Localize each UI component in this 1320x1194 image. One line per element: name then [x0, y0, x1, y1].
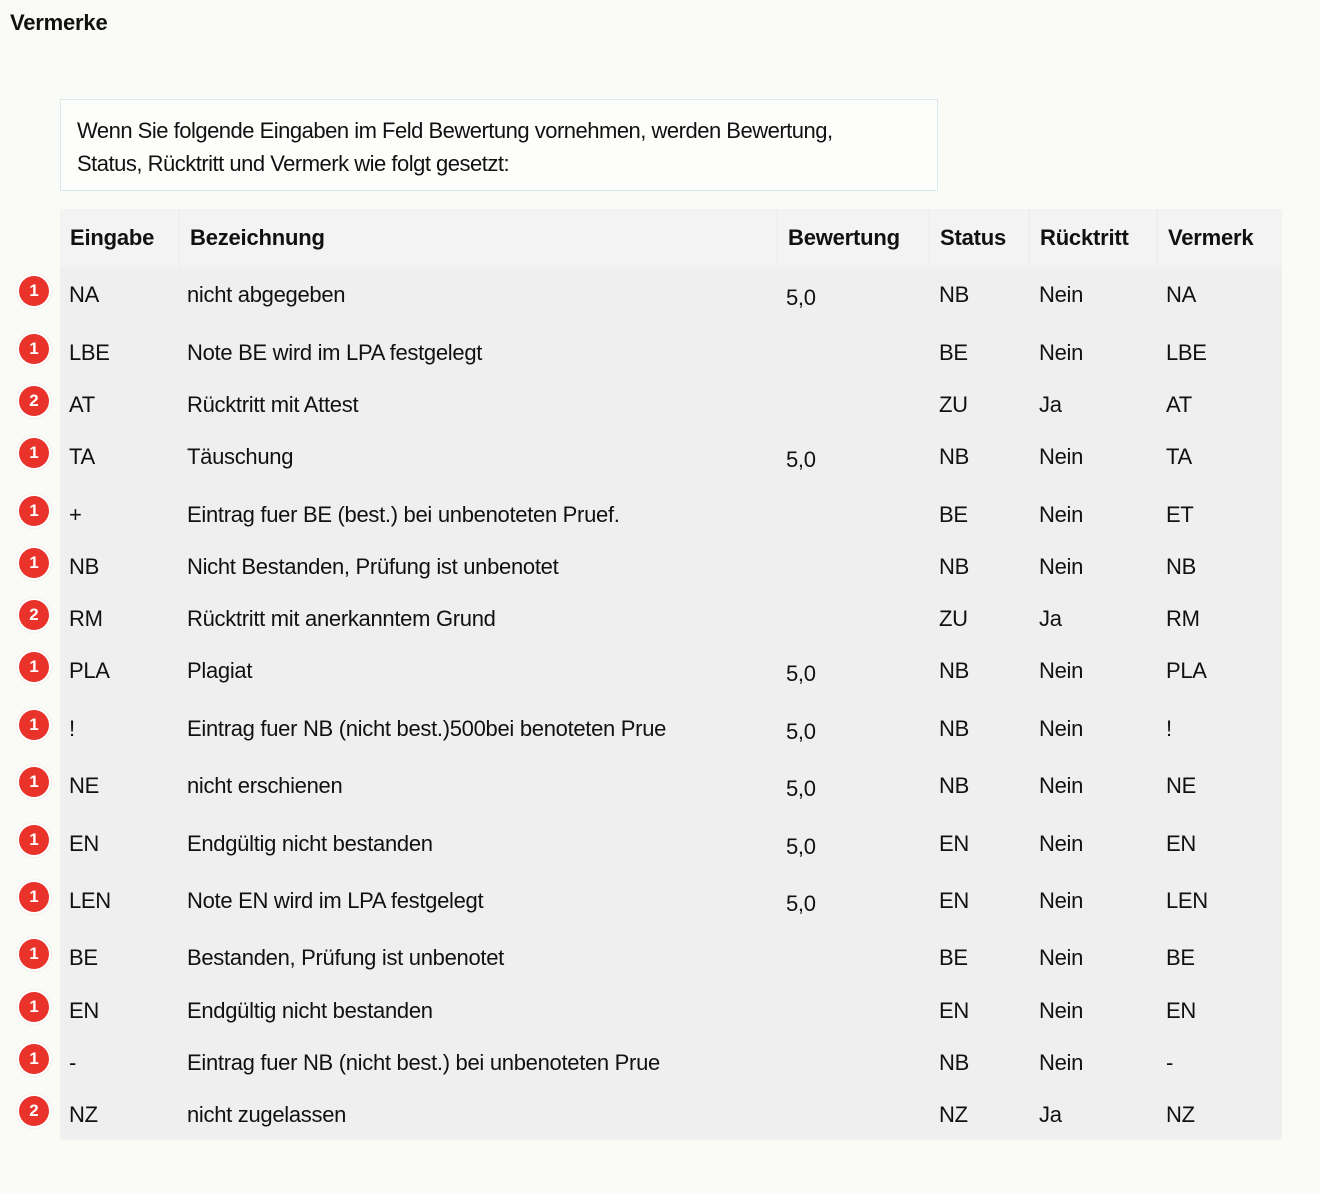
cell-ruecktritt: Nein — [1039, 945, 1084, 970]
count-badge — [17, 598, 51, 632]
count-badge — [17, 1042, 51, 1076]
cell-eingabe: NZ — [69, 1102, 98, 1127]
cell-vermerk: BE — [1166, 945, 1195, 970]
cell-status: ZU — [939, 392, 968, 417]
table-row — [29, 553, 1282, 594]
info-note — [60, 99, 938, 191]
table-row — [29, 715, 1282, 756]
table-row — [29, 944, 1282, 985]
cell-bezeichnung: Täuschung — [187, 444, 294, 469]
cell-vermerk: NA — [1166, 282, 1196, 307]
count-badge — [17, 937, 51, 971]
cell-bewertung: 5,0 — [786, 776, 816, 801]
info-note-line-1: Wenn Sie folgende Eingaben im Feld Bewertung vornehmen, werden Bewertung, — [77, 118, 833, 143]
table-row — [29, 339, 1282, 380]
cell-ruecktritt: Ja — [1039, 392, 1062, 417]
cell-bezeichnung: Endgültig nicht bestanden — [187, 831, 433, 856]
cell-vermerk: NZ — [1166, 1102, 1195, 1127]
cell-ruecktritt: Ja — [1039, 1102, 1062, 1127]
count-badge-number: 1 — [19, 882, 49, 912]
cell-status: NB — [939, 1050, 969, 1075]
count-badge-number: 1 — [19, 767, 49, 797]
page-title: Vermerke — [10, 10, 108, 35]
column-header-vermerk: Vermerk — [1168, 225, 1254, 250]
cell-ruecktritt: Nein — [1039, 998, 1084, 1023]
table-row — [29, 657, 1282, 698]
count-badge — [17, 384, 51, 418]
cell-status: BE — [939, 502, 968, 527]
cell-eingabe: EN — [69, 998, 99, 1023]
cell-status: EN — [939, 831, 969, 856]
cell-bezeichnung: Note BE wird im LPA festgelegt — [187, 340, 483, 365]
cell-ruecktritt: Nein — [1039, 444, 1084, 469]
column-header-eingabe: Eingabe — [60, 209, 180, 267]
column-header-bezeichnung: Bezeichnung — [180, 209, 778, 267]
count-badge-number: 1 — [19, 825, 49, 855]
cell-ruecktritt: Nein — [1039, 502, 1084, 527]
cell-bezeichnung: Note EN wird im LPA festgelegt — [187, 888, 484, 913]
cell-ruecktritt: Nein — [1039, 658, 1084, 683]
count-badge — [17, 823, 51, 857]
cell-bezeichnung: Rücktritt mit anerkanntem Grund — [187, 606, 496, 631]
cell-ruecktritt: Nein — [1039, 831, 1084, 856]
cell-ruecktritt: Nein — [1039, 554, 1084, 579]
cell-bewertung: 5,0 — [786, 891, 816, 916]
cell-eingabe: AT — [69, 392, 95, 417]
cell-eingabe: - — [69, 1050, 77, 1075]
table-row — [29, 887, 1282, 928]
cell-status: NB — [939, 773, 969, 798]
cell-bezeichnung: Plagiat — [187, 658, 253, 683]
cell-status: ZU — [939, 606, 968, 631]
count-badge-number: 1 — [19, 939, 49, 969]
cell-eingabe: NE — [69, 773, 99, 798]
count-badge-number: 1 — [19, 334, 49, 364]
count-badge-number: 1 — [19, 652, 49, 682]
cell-ruecktritt: Nein — [1039, 773, 1084, 798]
cell-status: NB — [939, 282, 969, 307]
cell-status: NB — [939, 554, 969, 579]
count-badge — [17, 546, 51, 580]
cell-vermerk: ! — [1166, 716, 1172, 741]
cell-bewertung: 5,0 — [786, 661, 816, 686]
table-row — [29, 443, 1282, 484]
cell-vermerk: NE — [1166, 773, 1196, 798]
table-row — [29, 605, 1282, 646]
cell-bewertung: 5,0 — [786, 285, 816, 310]
count-badge — [17, 765, 51, 799]
cell-eingabe: BE — [69, 945, 98, 970]
count-badge-number: 1 — [19, 548, 49, 578]
cell-ruecktritt: Ja — [1039, 606, 1062, 631]
cell-eingabe: TA — [69, 444, 95, 469]
cell-eingabe: RM — [69, 606, 103, 631]
cell-bezeichnung: Rücktritt mit Attest — [187, 392, 359, 417]
cell-bewertung: 5,0 — [786, 834, 816, 859]
cell-vermerk: TA — [1166, 444, 1192, 469]
cell-bezeichnung: Bestanden, Prüfung ist unbenotet — [187, 945, 504, 970]
count-badge — [17, 332, 51, 366]
count-badge-number: 1 — [19, 276, 49, 306]
cell-ruecktritt: Nein — [1039, 282, 1084, 307]
cell-vermerk: LBE — [1166, 340, 1207, 365]
count-badge-number: 1 — [19, 710, 49, 740]
cell-eingabe: PLA — [69, 658, 110, 683]
cell-bezeichnung: nicht abgegeben — [187, 282, 346, 307]
cell-ruecktritt: Nein — [1039, 1050, 1084, 1075]
cell-vermerk: - — [1166, 1050, 1174, 1075]
cell-status: BE — [939, 340, 968, 365]
cell-status: BE — [939, 945, 968, 970]
vermerke-table — [29, 209, 1282, 1140]
table-row — [29, 391, 1282, 432]
cell-vermerk: ET — [1166, 502, 1194, 527]
cell-eingabe: LEN — [69, 888, 111, 913]
count-badge — [17, 436, 51, 470]
table-row — [29, 830, 1282, 871]
count-badge-number: 1 — [19, 1044, 49, 1074]
table-row — [29, 997, 1282, 1038]
count-badge — [17, 990, 51, 1024]
cell-vermerk: LEN — [1166, 888, 1208, 913]
cell-vermerk: RM — [1166, 606, 1200, 631]
cell-vermerk: NB — [1166, 554, 1196, 579]
cell-eingabe: NA — [69, 282, 99, 307]
cell-vermerk: PLA — [1166, 658, 1207, 683]
cell-ruecktritt: Nein — [1039, 888, 1084, 913]
count-badge — [17, 880, 51, 914]
cell-bezeichnung: Nicht Bestanden, Prüfung ist unbenotet — [187, 554, 559, 579]
column-header-status: Status — [930, 209, 1030, 267]
count-badge-number: 1 — [19, 496, 49, 526]
cell-status: EN — [939, 998, 969, 1023]
count-badge-number: 1 — [19, 992, 49, 1022]
cell-bezeichnung: nicht zugelassen — [187, 1102, 347, 1127]
table-row — [29, 281, 1282, 322]
info-note-line-2: Status, Rücktritt und Vermerk wie folgt gesetzt: — [77, 151, 510, 176]
count-badge — [17, 708, 51, 742]
cell-bezeichnung: Eintrag fuer NB (nicht best.)500bei benoteten Prue — [187, 716, 667, 741]
table-row — [29, 1101, 1282, 1142]
cell-bezeichnung: Endgültig nicht bestanden — [187, 998, 433, 1023]
cell-bezeichnung: Eintrag fuer BE (best.) bei unbenoteten Pruef. — [187, 502, 620, 527]
cell-eingabe: LBE — [69, 340, 110, 365]
cell-status: NB — [939, 658, 969, 683]
cell-vermerk: EN — [1166, 998, 1196, 1023]
table-row — [29, 772, 1282, 813]
count-badge-number: 2 — [19, 600, 49, 630]
cell-vermerk: EN — [1166, 831, 1196, 856]
cell-status: NB — [939, 444, 969, 469]
count-badge — [17, 1094, 51, 1128]
cell-ruecktritt: Nein — [1039, 340, 1084, 365]
cell-eingabe: ! — [69, 716, 75, 741]
cell-bezeichnung: Eintrag fuer NB (nicht best.) bei unbenoteten Prue — [187, 1050, 660, 1075]
cell-eingabe: EN — [69, 831, 99, 856]
cell-ruecktritt: Nein — [1039, 716, 1084, 741]
table-row — [29, 501, 1282, 542]
table-header — [60, 209, 1282, 267]
cell-status: EN — [939, 888, 969, 913]
count-badge-number: 2 — [19, 386, 49, 416]
count-badge-number: 2 — [19, 1096, 49, 1126]
cell-bewertung: 5,0 — [786, 447, 816, 472]
cell-eingabe: + — [69, 502, 82, 527]
cell-status: NB — [939, 716, 969, 741]
count-badge — [17, 274, 51, 308]
cell-bewertung: 5,0 — [786, 719, 816, 744]
table-row — [29, 1049, 1282, 1090]
count-badge — [17, 650, 51, 684]
column-header-ruecktritt: Rücktritt — [1030, 209, 1158, 267]
cell-eingabe: NB — [69, 554, 99, 579]
cell-vermerk: AT — [1166, 392, 1192, 417]
count-badge — [17, 494, 51, 528]
column-header-bewertung: Bewertung — [778, 209, 930, 267]
cell-status: NZ — [939, 1102, 968, 1127]
count-badge-number: 1 — [19, 438, 49, 468]
cell-bezeichnung: nicht erschienen — [187, 773, 343, 798]
